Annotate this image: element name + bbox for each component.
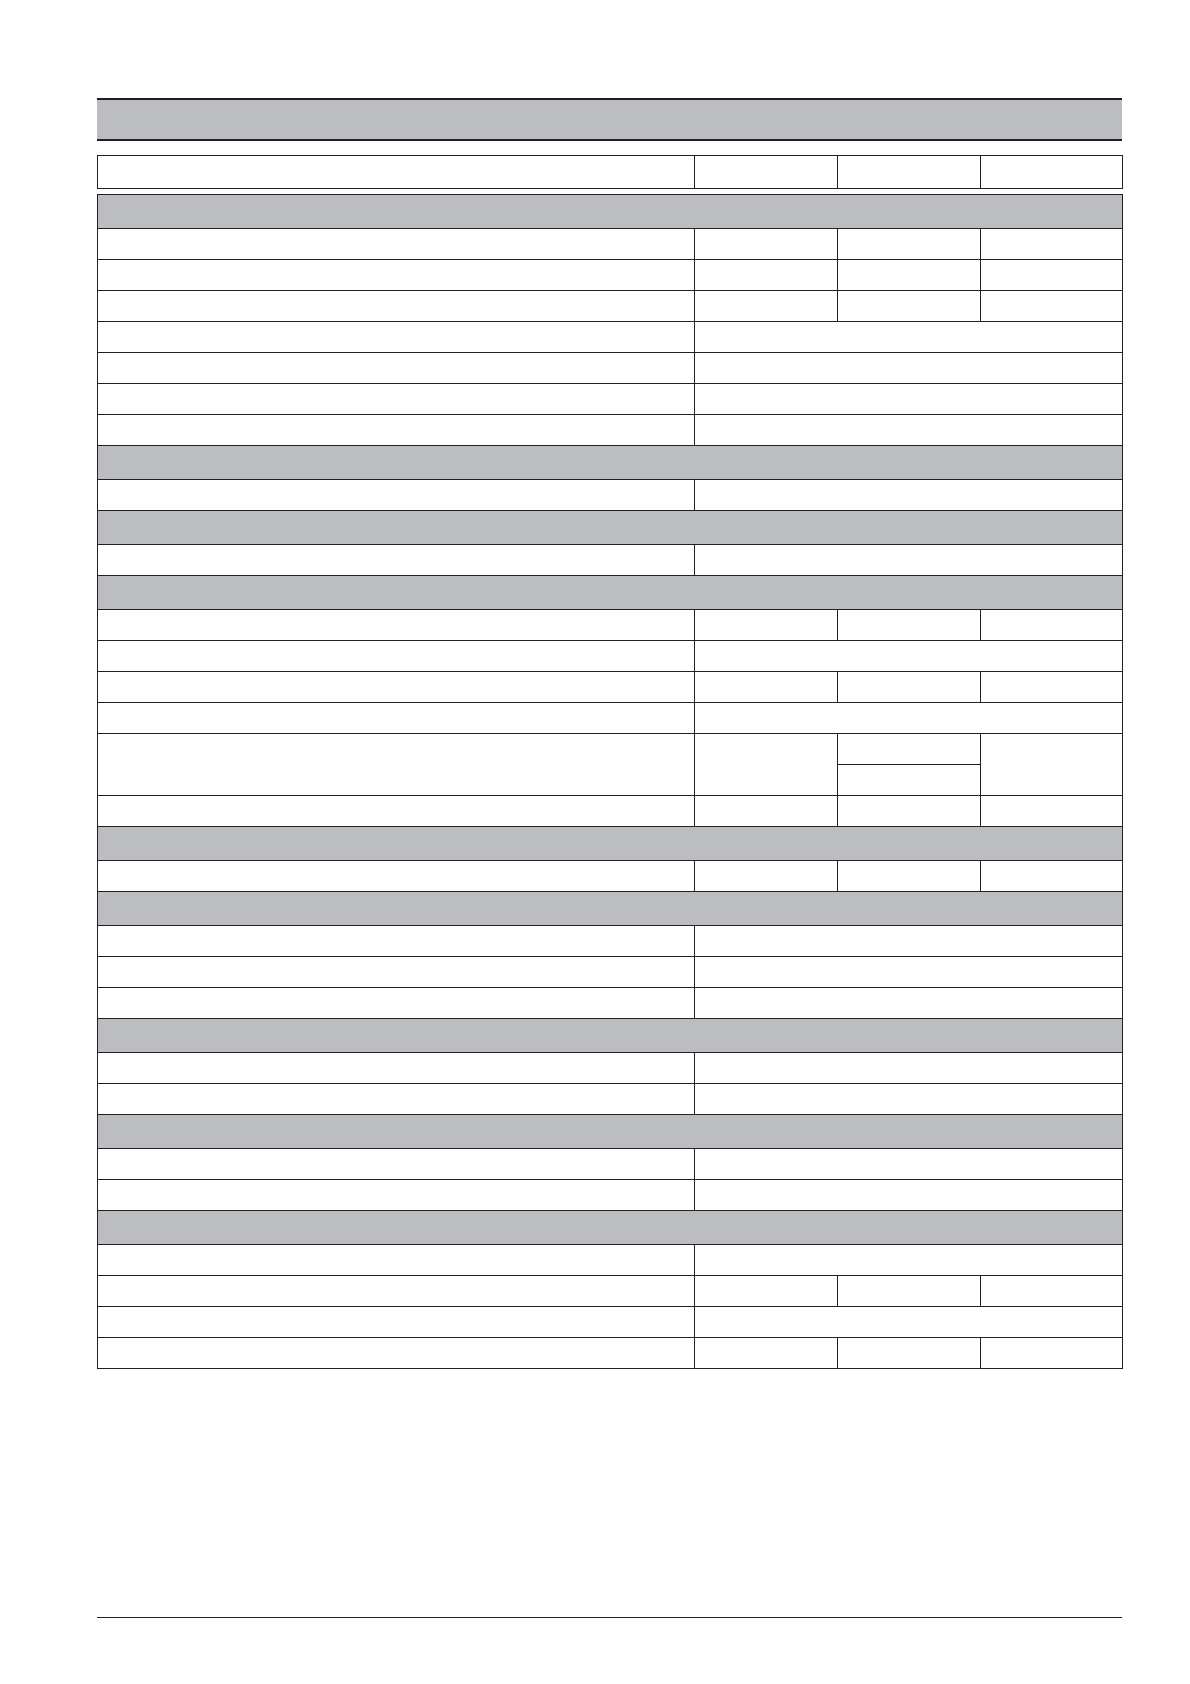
- table-row-value-1: [694, 290, 838, 322]
- table-row-value-1: [694, 795, 838, 827]
- table-row-value-1: [694, 1275, 838, 1307]
- table-row-value-1: [694, 860, 838, 892]
- table-row-label: [97, 1275, 695, 1307]
- table-row-value-3: [980, 671, 1123, 703]
- section-band: [97, 891, 1123, 926]
- table-row-value-3: [980, 733, 1123, 796]
- table-row-value: [694, 1052, 1123, 1084]
- section-band: [97, 1018, 1123, 1053]
- table-row-label: [97, 352, 695, 384]
- table-row-label: [97, 1337, 695, 1369]
- table-row-value-2: [837, 671, 981, 703]
- table-row-value-2: [837, 609, 981, 641]
- header-col-1: [694, 155, 838, 189]
- table-row-label: [97, 544, 695, 576]
- header-col-2: [837, 155, 981, 189]
- table-row-value-3: [980, 860, 1123, 892]
- table-row-value: [694, 414, 1123, 446]
- table-row-value-2: [837, 228, 981, 260]
- table-row-label: [97, 860, 695, 892]
- table-row-value-2b: [837, 764, 981, 796]
- section-band: [97, 575, 1123, 610]
- table-row-value: [694, 1244, 1123, 1276]
- table-row-value-3: [980, 1275, 1123, 1307]
- section-band: [97, 826, 1123, 861]
- table-row-value-3: [980, 259, 1123, 291]
- table-row-value: [694, 987, 1123, 1019]
- table-row-value-1: [694, 609, 838, 641]
- table-row-label: [97, 1148, 695, 1180]
- table-row-value-2: [837, 1337, 981, 1369]
- table-row-value: [694, 321, 1123, 353]
- table-row-label: [97, 925, 695, 957]
- table-row-value-2: [837, 290, 981, 322]
- table-row-label: [97, 259, 695, 291]
- table-row-value-2: [837, 795, 981, 827]
- section-band: [97, 1210, 1123, 1245]
- table-row-label: [97, 640, 695, 672]
- table-row-label: [97, 609, 695, 641]
- table-row-value: [694, 479, 1123, 511]
- table-row-label: [97, 795, 695, 827]
- table-row-label: [97, 414, 695, 446]
- table-row-value-2: [837, 860, 981, 892]
- table-row-value-2: [837, 259, 981, 291]
- table-row-value: [694, 956, 1123, 988]
- table-row-value: [694, 702, 1123, 734]
- header-col-3: [980, 155, 1123, 189]
- table-title-bar: [97, 98, 1122, 141]
- section-band: [97, 1114, 1123, 1149]
- table-row-value: [694, 1306, 1123, 1338]
- table-row-label: [97, 1179, 695, 1211]
- table-row-value: [694, 925, 1123, 957]
- table-row-value-1: [694, 671, 838, 703]
- table-row-value-1: [694, 1337, 838, 1369]
- table-row-value-1: [694, 228, 838, 260]
- section-band: [97, 445, 1123, 480]
- table-row-value: [694, 1148, 1123, 1180]
- table-row-value: [694, 544, 1123, 576]
- table-row-value: [694, 383, 1123, 415]
- table-row-label: [97, 733, 695, 796]
- table-row-value-3: [980, 1337, 1123, 1369]
- table-row-value-3: [980, 290, 1123, 322]
- section-band: [97, 194, 1123, 229]
- table-row-label: [97, 1083, 695, 1115]
- table-row-value-3: [980, 795, 1123, 827]
- table-row-label: [97, 290, 695, 322]
- section-band: [97, 510, 1123, 545]
- table-row-label: [97, 671, 695, 703]
- table-row-label: [97, 383, 695, 415]
- table-row-value: [694, 1083, 1123, 1115]
- table-row-label: [97, 479, 695, 511]
- table-row-label: [97, 1306, 695, 1338]
- table-row-value-1: [694, 733, 838, 796]
- table-row-label: [97, 702, 695, 734]
- header-label-cell: [97, 155, 695, 189]
- table-row-label: [97, 956, 695, 988]
- table-row-label: [97, 1052, 695, 1084]
- table-row-value: [694, 640, 1123, 672]
- table-row-label: [97, 228, 695, 260]
- table-row-value-3: [980, 609, 1123, 641]
- table-row-label: [97, 987, 695, 1019]
- footer-rule: [97, 1617, 1122, 1618]
- table-row-value: [694, 352, 1123, 384]
- table-row-value-2a: [837, 733, 981, 765]
- table-row-label: [97, 321, 695, 353]
- table-row-value: [694, 1179, 1123, 1211]
- table-row-value-1: [694, 259, 838, 291]
- table-row-value-3: [980, 228, 1123, 260]
- table-row-label: [97, 1244, 695, 1276]
- table-row-value-2: [837, 1275, 981, 1307]
